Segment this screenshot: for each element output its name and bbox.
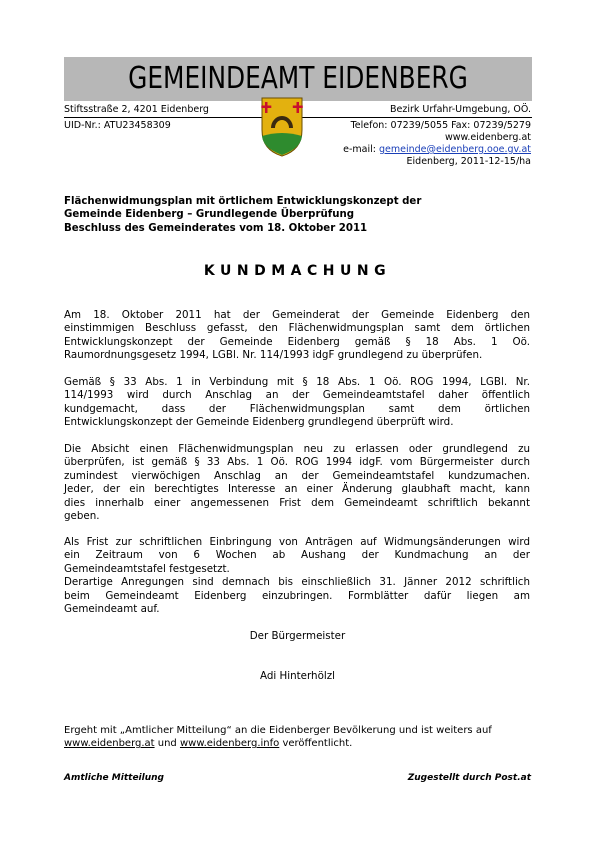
office-address: Stiftsstraße 2, 4201 Eidenberg <box>64 104 209 115</box>
text-line: Entwicklungskonzept der Gemeinde Eidenberg grundlegend überprüft wird. <box>64 416 454 429</box>
subject-line: Flächenwidmungsplan mit örtlichem Entwicklungskonzept der <box>64 196 422 207</box>
subject-block <box>64 195 534 235</box>
website-link[interactable]: www.eidenberg.at <box>64 738 155 749</box>
coat-of-arms-icon <box>259 96 305 158</box>
publication-note <box>64 724 534 750</box>
text-line: Jeder, der ein berechtigtes Interesse an einer Änderung glaubhaft macht, kann <box>64 483 530 496</box>
text-line: ein Zeitraum von 6 Wochen ab Aushang der Kundmachung an der <box>64 549 530 562</box>
website-link-info[interactable]: www.eidenberg.info <box>179 738 280 749</box>
note-line-links <box>64 737 534 750</box>
header-banner <box>64 57 532 101</box>
text-line: geben. <box>64 510 100 523</box>
office-district: Bezirk Urfahr-Umgebung, OÖ. <box>389 104 531 115</box>
text-line: Gemeindeamt auf. <box>64 603 160 616</box>
note-connector: und <box>154 738 180 749</box>
reference-date: Eidenberg, 2011-12-15/ha <box>406 156 531 167</box>
uid-number: UID-Nr.: ATU23458309 <box>64 120 171 131</box>
email-link[interactable]: gemeinde@eidenberg.ooe.gv.at <box>378 144 531 155</box>
signatory-name: Adi Hinterhölzl <box>259 670 336 682</box>
text-line: dies innerhalb einer angemessenen Frist dem Gemeindeamt schriftlich bekannt <box>64 496 530 509</box>
text-line: überprüfen, ist gemäß § 33 Abs. 1 Oö. ROG 1994 idgF. vom Bürgermeister durch <box>64 456 530 469</box>
office-title: GEMEINDEAMT EIDENBERG <box>128 61 468 96</box>
text-line: kundgemacht, dass der Flächenwidmungsplan samt dem örtlichen <box>64 402 530 415</box>
text-line: beim Gemeindeamt Eidenberg einzubringen. Formblätter dafür liegen am <box>64 589 530 602</box>
text-line: Derartige Anregungen sind demnach bis einschließlich 31. Jänner 2012 schriftlich <box>64 576 530 589</box>
office-phone-fax: Telefon: 07239/5055 Fax: 07239/5279 <box>350 120 531 131</box>
paragraph-3 <box>64 443 530 523</box>
text-line: einstimmigen Beschluss gefasst, den Flächenwidmungsplan samt dem örtlichen <box>64 322 530 335</box>
office-web: www.eidenberg.at <box>444 132 531 143</box>
footer-right: Zugestellt durch Post.at <box>407 773 531 783</box>
text-line: Am 18. Oktober 2011 hat der Gemeinderat der Gemeinde Eidenberg den <box>64 309 530 321</box>
text-line: zumindest vierwöchigen Anschlag an der Gemeindeamtstafel kundzumachen. <box>64 469 530 482</box>
note-end: veröffentlicht. <box>279 738 353 749</box>
text-line: Gemeindeamtstafel festgesetzt. <box>64 562 230 575</box>
text-line: Entwicklungskonzept der Gemeinde Eidenberg gemäß § 18 Abs. 1 Oö. <box>64 335 530 348</box>
paragraph-2 <box>64 376 530 430</box>
text-line: Gemäß § 33 Abs. 1 in Verbindung mit § 18 Abs. 1 Oö. ROG 1994, LGBl. Nr. <box>64 376 530 388</box>
text-line: Als Frist zur schriftlichen Einbringung von Anträgen auf Widmungsänderungen wird <box>64 536 530 548</box>
document-heading: KUNDMACHUNG <box>203 263 392 279</box>
subject-line: Gemeinde Eidenberg – Grundlegende Überprüfung <box>64 209 354 221</box>
office-email-line <box>343 144 531 156</box>
text-line: 114/1993 wird durch Anschlag an der Gemeindeamtstafel daher öffentlich <box>64 389 530 402</box>
text-line: Raumordnungsgesetz 1994, LGBl. Nr. 114/1993 idgF grundlegend zu überprüfen. <box>64 349 483 362</box>
paragraph-1 <box>64 309 530 363</box>
note-line: Ergeht mit „Amtlicher Mitteilung“ an die Eidenberger Bevölkerung und ist weiters auf <box>64 725 492 736</box>
footer-left: Amtliche Mitteilung <box>64 773 164 783</box>
text-line: Die Absicht einen Flächenwidmungsplan neu zu erlassen oder grundlegend zu <box>64 443 530 455</box>
email-prefix: e-mail: <box>343 144 379 155</box>
subject-line: Beschluss des Gemeinderates vom 18. Oktober 2011 <box>64 222 368 234</box>
paragraph-4 <box>64 536 530 616</box>
signatory-role: Der Bürgermeister <box>249 630 346 642</box>
